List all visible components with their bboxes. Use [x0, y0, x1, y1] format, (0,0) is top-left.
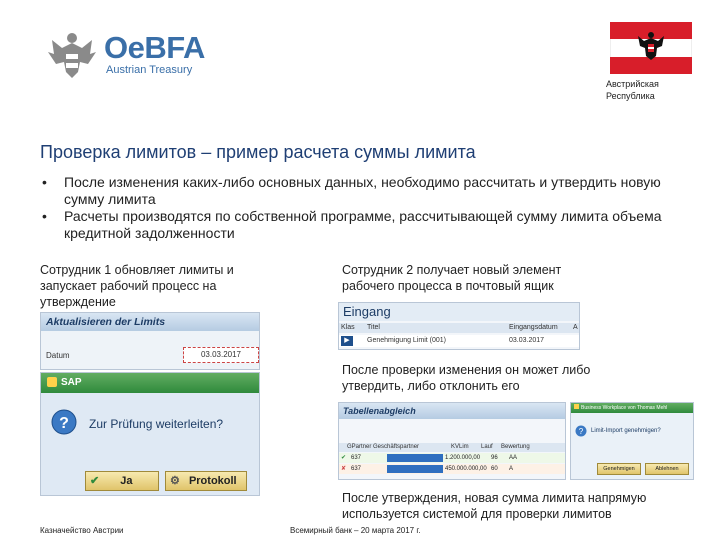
- logo-title: OeBFA: [104, 30, 205, 65]
- footer-center: Всемирный банк – 20 марта 2017 г.: [290, 526, 421, 535]
- date-field[interactable]: 03.03.2017: [183, 347, 259, 363]
- bullet-symbol: •: [42, 174, 47, 190]
- left-caption: Сотрудник 1 обновляет лимиты и запускает рабочий процесс на утверждение: [40, 263, 234, 309]
- date-label: Datum: [46, 351, 70, 360]
- table-row[interactable]: ✔ 637 1.200.000,00 96 AA: [339, 453, 565, 463]
- republic-label: Австрийская Республика: [606, 79, 659, 101]
- inbox-screen: [338, 302, 580, 350]
- bullet-symbol: •: [42, 208, 47, 224]
- sap-logo-icon: [47, 377, 57, 387]
- logo-subtitle: Austrian Treasury: [106, 64, 193, 76]
- inbox-title: Eingang: [339, 303, 579, 321]
- protocol-icon: ⚙: [170, 475, 180, 487]
- table-header-row: GPartner Geschäftspartner KVLim Lauf Bewertung: [339, 443, 565, 452]
- highlight-cell: [387, 465, 443, 473]
- reject-button[interactable]: Ablehnen: [645, 463, 689, 475]
- approval-question: Limit-Import genehmigen?: [591, 428, 661, 434]
- workitem-icon: ▶: [341, 336, 353, 346]
- inbox-row[interactable]: ▶ Genehmigung Limit (001) 03.03.2017: [339, 335, 579, 347]
- approval-dialog: [570, 402, 694, 480]
- table-row[interactable]: ✘ 637 450.000.000,00 60 A: [339, 464, 565, 474]
- sap-dialog: [40, 372, 260, 496]
- bullet-item: • Расчеты производятся по собственной программе, рассчитывающей сумму лимита объема кредитной задолженности: [42, 208, 662, 241]
- checkmark-icon: ✔: [90, 475, 100, 487]
- bullet-list: [42, 174, 692, 242]
- right-caption-2: После проверки изменения он может либо утвердить, либо отклонить его: [342, 363, 591, 393]
- yes-button[interactable]: ✔ Ja: [85, 471, 159, 491]
- inbox-header-row: Klas Titel Eingangsdatum A: [341, 324, 578, 331]
- highlight-cell: [387, 454, 443, 462]
- eagle-logo-icon: [44, 26, 100, 82]
- reject-mark-icon: ✘: [341, 466, 347, 472]
- protocol-button[interactable]: ⚙ Protokoll: [165, 471, 247, 491]
- right-caption-3: После утверждения, новая сумма лимита напрямую используется системой для проверки лимитов: [342, 491, 647, 521]
- limits-title: Aktualisieren der Limits: [41, 313, 259, 331]
- table-title: Tabellenabgleich: [339, 403, 565, 419]
- svg-text:?: ?: [59, 415, 69, 432]
- footer-left: Казначейство Австрии: [40, 526, 124, 535]
- austria-flag-icon: [610, 22, 692, 74]
- sap-logo-icon: [574, 404, 579, 409]
- approval-dialog-titlebar: Business Workplace von Thomas Mehl: [571, 403, 693, 413]
- bullet-item: • После изменения каких-либо основных данных, необходимо рассчитать и утвердить новую сумму лимита: [42, 174, 661, 207]
- svg-text:?: ?: [578, 427, 584, 436]
- limits-screen: [40, 312, 260, 370]
- right-caption-1: Сотрудник 2 получает новый элемент рабочего процесса в почтовый ящик: [342, 263, 562, 293]
- question-icon: [51, 409, 77, 435]
- slide-title: Проверка лимитов – пример расчета суммы лимита: [40, 142, 476, 162]
- approve-mark-icon: ✔: [341, 455, 347, 461]
- comparison-table-screen: [338, 402, 566, 480]
- question-icon: [575, 425, 587, 437]
- approve-button[interactable]: Genehmigen: [597, 463, 641, 475]
- sap-dialog-titlebar: SAP: [41, 373, 259, 393]
- sap-question: Zur Prüfung weiterleiten?: [89, 417, 224, 431]
